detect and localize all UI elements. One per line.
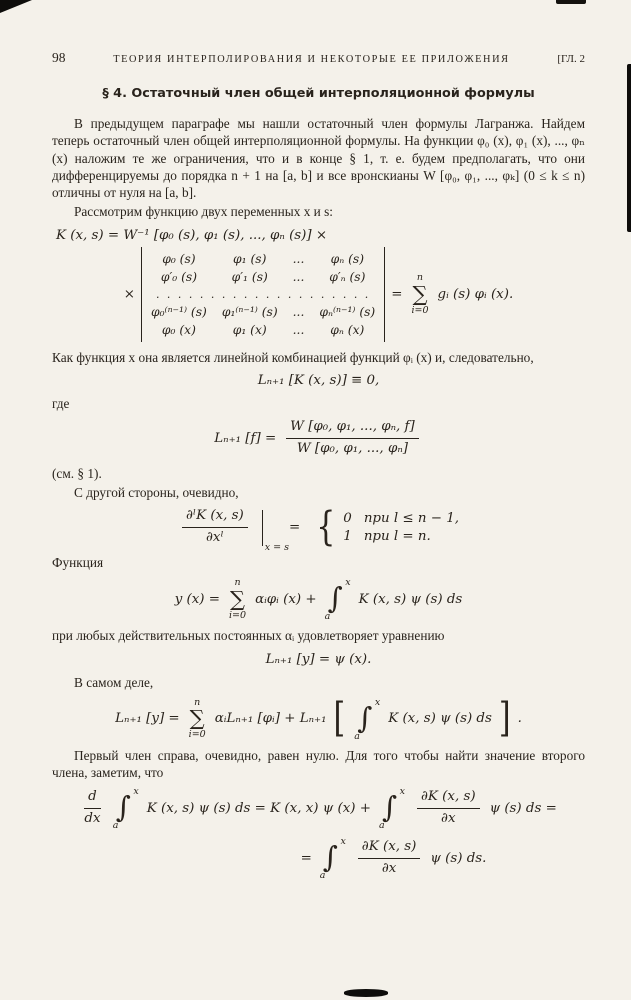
formula-term: K (x, s) ψ (s) ds = K (x, x) ψ (x) + bbox=[146, 800, 371, 816]
page-number: 98 bbox=[52, 50, 66, 65]
period: . bbox=[517, 711, 522, 727]
denominator: ∂xˡ bbox=[205, 530, 224, 546]
formula-term: K (x, s) ψ (s) ds bbox=[388, 711, 492, 727]
paragraph: Рассмотрим функцию двух переменных x и s: bbox=[74, 204, 333, 220]
left-bracket: [ bbox=[333, 694, 346, 742]
integral-lower-limit: a bbox=[378, 820, 385, 832]
determinant-cell: φ₀ (x) bbox=[161, 322, 196, 337]
integral-upper-limit: x bbox=[133, 786, 139, 798]
integral-sign: ∫ bbox=[381, 790, 398, 825]
summation bbox=[411, 273, 428, 315]
formula-term: Lₙ₊₁ [y] = bbox=[115, 711, 180, 727]
formula-l-equals-psi: Lₙ₊₁ [y] = ψ (x). bbox=[265, 651, 372, 667]
formula-term: ψ (s) ds. bbox=[430, 850, 487, 866]
equals-sign: = bbox=[391, 286, 403, 302]
formula-line bbox=[52, 786, 585, 832]
paragraph: В предыдущем параграфе мы нашли остаточный член формулы Лагранжа. Найдем теперь остаточный член общей интерполяционной формулы. На функции φ₀ (x), φ₁ (x), ..., φₙ (x) наложим те же ограничения, что и в конце § 1, т. е. будем предполагать, что они дифференцируемы до порядка n + 1 на [a, b] и все вронскианы W [φ₀, φ₁, ..., φₖ] (0 ≤ k ≤ n) отличны от нуля на [a, b]. bbox=[52, 116, 585, 201]
case-condition: при l ≤ n − 1, bbox=[363, 511, 460, 527]
numerator: ∂K (x, s) bbox=[358, 839, 421, 859]
numerator: ∂ˡK (x, s) bbox=[182, 508, 248, 528]
sigma-icon: ∑ bbox=[412, 281, 428, 306]
formula-term: Lₙ₊₁ [f] = bbox=[214, 431, 277, 447]
denominator: dx bbox=[84, 810, 101, 826]
integral-lower-limit: a bbox=[324, 611, 331, 623]
determinant-cell: ... bbox=[292, 251, 305, 266]
scan-artifact bbox=[556, 0, 586, 4]
case-value: 0 bbox=[343, 511, 352, 527]
integral bbox=[319, 836, 346, 882]
sum-upper-limit: n bbox=[194, 696, 201, 708]
times-sign: × bbox=[123, 286, 136, 302]
equals-sign: = bbox=[300, 850, 312, 866]
fraction bbox=[84, 789, 101, 828]
formula-y-definition bbox=[52, 577, 585, 623]
determinant-dots-row: . . . . . . . . . . . . . . . . . . . . bbox=[155, 287, 371, 301]
formula-partial-derivative-cases bbox=[52, 503, 585, 553]
scan-artifact bbox=[344, 989, 388, 997]
paragraph: Первый член справа, очевидно, равен нулю. Для того чтобы найти значение второго члена, заметим, что bbox=[52, 747, 585, 781]
paragraph: при любых действительных постоянных αᵢ удовлетворяет уравнению bbox=[52, 628, 445, 644]
equals-sign: = bbox=[288, 520, 301, 536]
determinant-cell: φₙ⁽ⁿ⁻¹⁾ (s) bbox=[319, 304, 376, 319]
scan-artifact bbox=[0, 0, 32, 13]
determinant-cell: φₙ (s) bbox=[330, 251, 365, 266]
scan-artifact bbox=[627, 64, 631, 232]
running-head-title: ТЕОРИЯ ИНТЕРПОЛИРОВАНИЯ И НЕКОТОРЫЕ ЕЕ ПРИЛОЖЕНИЯ bbox=[113, 54, 510, 65]
denominator: ∂x bbox=[381, 860, 397, 876]
paragraph: С другой стороны, очевидно, bbox=[74, 485, 239, 501]
determinant-cell: φ′ₙ (s) bbox=[329, 269, 366, 284]
paragraph: В самом деле, bbox=[74, 674, 154, 690]
formula-line: K (x, s) = W⁻¹ [φ₀ (s), φ₁ (s), ..., φₙ (s)] × bbox=[56, 227, 328, 243]
fraction bbox=[286, 419, 419, 458]
formula-term: gᵢ (s) φᵢ (x). bbox=[437, 286, 514, 302]
formula-term: ψ (s) ds = bbox=[489, 800, 557, 816]
evaluation-subscript: x = s bbox=[264, 541, 289, 553]
integral-sign: ∫ bbox=[115, 790, 131, 825]
integral bbox=[378, 786, 405, 832]
integral-lower-limit: a bbox=[319, 870, 326, 882]
sum-lower-limit: i=0 bbox=[411, 304, 429, 316]
integral bbox=[112, 786, 139, 832]
integral-sign: ∫ bbox=[327, 581, 343, 616]
formula-term: y (x) = bbox=[174, 591, 221, 607]
formula-derivative-of-integral bbox=[52, 786, 585, 882]
formula-line bbox=[52, 247, 585, 342]
determinant-cell: φₙ (x) bbox=[330, 322, 365, 337]
paragraph: Как функция x она является линейной комбинацией функций φᵢ (x) и, следовательно, bbox=[52, 349, 534, 365]
integral-upper-limit: x bbox=[345, 577, 351, 589]
case-row bbox=[343, 511, 459, 526]
sum-lower-limit: i=0 bbox=[188, 729, 206, 741]
integral-sign: ∫ bbox=[357, 700, 373, 735]
integral-sign: ∫ bbox=[322, 840, 338, 875]
denominator: ∂x bbox=[441, 810, 456, 826]
formula-line bbox=[52, 836, 585, 882]
case-condition: при l = n. bbox=[363, 529, 431, 545]
chapter-label: [ГЛ. 2 bbox=[557, 53, 585, 65]
formula-term: αᵢLₙ₊₁ [φᵢ] + Lₙ₊₁ bbox=[214, 711, 327, 727]
paragraph: (см. § 1). bbox=[52, 465, 102, 481]
determinant-cell: φ₁⁽ⁿ⁻¹⁾ (s) bbox=[221, 304, 278, 319]
evaluation-bar bbox=[262, 510, 289, 553]
summation bbox=[189, 698, 206, 740]
integral-lower-limit: a bbox=[354, 730, 360, 742]
right-bracket: ] bbox=[498, 694, 511, 742]
sigma-icon: ∑ bbox=[189, 706, 205, 731]
sum-lower-limit: i=0 bbox=[229, 609, 247, 621]
numerator: d bbox=[84, 789, 101, 809]
sum-upper-limit: n bbox=[234, 577, 241, 589]
integral-lower-limit: a bbox=[112, 820, 119, 832]
formula-term: K (x, s) ψ (s) ds bbox=[358, 591, 463, 607]
case-value: 1 bbox=[343, 529, 352, 545]
numerator: W [φ₀, φ₁, ..., φₙ, f] bbox=[286, 419, 419, 439]
formula-l-annihilates-k: Lₙ₊₁ [K (x, s)] ≡ 0, bbox=[257, 373, 380, 389]
formula-l-expansion bbox=[52, 694, 585, 742]
section-heading: § 4. Остаточный член общей интерполяционной формулы bbox=[102, 86, 535, 101]
formula-term: αᵢφᵢ (x) + bbox=[255, 591, 317, 607]
paragraph: Функция bbox=[52, 554, 104, 570]
formula-kernel-definition bbox=[52, 228, 585, 342]
paragraph: где bbox=[52, 396, 70, 412]
determinant-cell: ... bbox=[292, 322, 305, 337]
integral-upper-limit: x bbox=[399, 786, 405, 798]
formula-l-operator-definition bbox=[52, 419, 585, 458]
determinant-cell: ... bbox=[292, 304, 305, 319]
cases-list bbox=[343, 511, 459, 544]
determinant-cell: φ₁ (x) bbox=[232, 322, 267, 337]
denominator: W [φ₀, φ₁, ..., φₙ] bbox=[296, 441, 408, 457]
determinant-cell: φ₀⁽ⁿ⁻¹⁾ (s) bbox=[151, 304, 207, 319]
determinant-cell: φ₀ (s) bbox=[162, 251, 196, 266]
integral-upper-limit: x bbox=[340, 836, 346, 848]
integral bbox=[354, 696, 381, 742]
fraction bbox=[182, 508, 248, 547]
case-row bbox=[343, 529, 459, 544]
running-head bbox=[52, 50, 585, 66]
numerator: ∂K (x, s) bbox=[417, 789, 480, 809]
sigma-icon: ∑ bbox=[230, 586, 246, 611]
determinant bbox=[141, 247, 385, 342]
fraction bbox=[358, 839, 421, 878]
summation bbox=[229, 578, 246, 620]
determinant-cell: φ′₁ (s) bbox=[231, 269, 268, 284]
determinant-cell: ... bbox=[292, 269, 305, 284]
sum-upper-limit: n bbox=[416, 272, 424, 284]
fraction bbox=[417, 789, 480, 828]
integral bbox=[324, 577, 351, 623]
integral-upper-limit: x bbox=[374, 696, 381, 708]
cases-brace: { bbox=[316, 503, 336, 551]
determinant-cell: φ₁ (s) bbox=[233, 251, 267, 266]
determinant-cell: φ′₀ (s) bbox=[160, 269, 197, 284]
